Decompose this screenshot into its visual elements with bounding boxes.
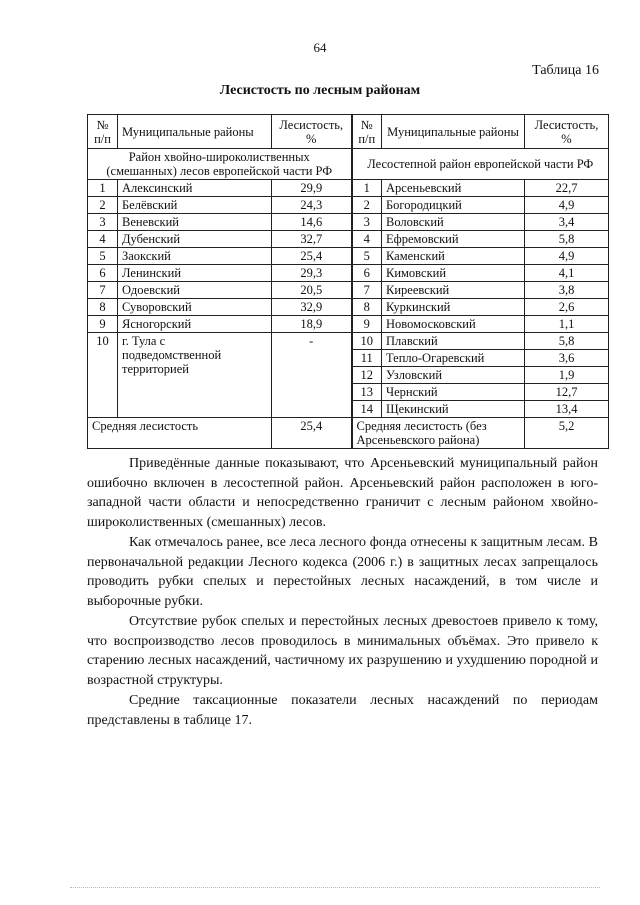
body-text — [87, 454, 598, 731]
district-name-right: Кимовский — [382, 265, 525, 282]
row-number-right: 12 — [352, 367, 382, 384]
district-name-right: Чернский — [382, 384, 525, 401]
header-num-right: № п/п — [352, 115, 382, 149]
row-number-right: 8 — [352, 299, 382, 316]
forest-cover-left: 32,7 — [272, 231, 352, 248]
district-name-left: Ясногорский — [118, 316, 272, 333]
row-number-left: 8 — [88, 299, 118, 316]
forest-cover-right: 5,8 — [525, 231, 609, 248]
forest-cover-left: 18,9 — [272, 316, 352, 333]
district-name-right: Новомосковский — [382, 316, 525, 333]
page-number: 64 — [313, 40, 327, 55]
forest-cover-left: 14,6 — [272, 214, 352, 231]
row-number-right: 3 — [352, 214, 382, 231]
forest-cover-left: 20,5 — [272, 282, 352, 299]
header-forest-left: Лесистость, % — [272, 115, 352, 149]
forest-cover-left: 29,3 — [272, 265, 352, 282]
district-name-right: Каменский — [382, 248, 525, 265]
forest-cover-right: 1,1 — [525, 316, 609, 333]
header-num-left: № п/п — [88, 115, 118, 149]
table-row — [88, 214, 609, 231]
forest-cover-right: 3,8 — [525, 282, 609, 299]
paragraph: Отсутствие рубок спелых и перестойных лесных древостоев привело к тому, что воспроизводство лесов проводилось в минимальных объёмах. Это привело к старению лесных насаждений, частичному их разрушению и ухудшению породной и возрастной структуры. — [87, 614, 598, 688]
forest-cover-right: 13,4 — [525, 401, 609, 418]
district-name-left: Ленинский — [118, 265, 272, 282]
forest-cover-left: 32,9 — [272, 299, 352, 316]
table-row — [88, 265, 609, 282]
forest-cover-right: 4,9 — [525, 248, 609, 265]
header-districts-right: Муниципальные районы — [382, 115, 525, 149]
table-row — [88, 333, 609, 350]
district-name-left: Дубенский — [118, 231, 272, 248]
district-name-right: Ефремовский — [382, 231, 525, 248]
table-row — [88, 299, 609, 316]
header-districts-left: Муниципальные районы — [118, 115, 272, 149]
forest-cover-right: 12,7 — [525, 384, 609, 401]
row-number-right: 5 — [352, 248, 382, 265]
forest-cover-right: 3,4 — [525, 214, 609, 231]
average-label-right: Средняя лесистость (без Арсеньевского района) — [352, 418, 525, 449]
forest-cover-right: 5,8 — [525, 333, 609, 350]
row-number-right: 4 — [352, 231, 382, 248]
forest-cover-right: 2,6 — [525, 299, 609, 316]
district-name-left: Суворовский — [118, 299, 272, 316]
forest-cover-right: 1,9 — [525, 367, 609, 384]
forest-cover-table — [87, 114, 609, 449]
row-number-right: 14 — [352, 401, 382, 418]
district-name-right: Арсеньевский — [382, 180, 525, 197]
region-forest-steppe: Лесостепной район европейской части РФ — [352, 149, 609, 180]
table-row — [88, 316, 609, 333]
row-number-right: 11 — [352, 350, 382, 367]
bottom-scan-dots — [70, 887, 600, 888]
row-number-right: 7 — [352, 282, 382, 299]
district-name-right: Куркинский — [382, 299, 525, 316]
district-name-right: Богородицкий — [382, 197, 525, 214]
district-name-left: Одоевский — [118, 282, 272, 299]
forest-cover-left: 24,3 — [272, 197, 352, 214]
district-name-left: Веневский — [118, 214, 272, 231]
district-name-left: Алексинский — [118, 180, 272, 197]
row-number-right: 10 — [352, 333, 382, 350]
district-name-right: Плавский — [382, 333, 525, 350]
row-number-left: 4 — [88, 231, 118, 248]
paragraph: Приведённые данные показывают, что Арсеньевский муниципальный район ошибочно включен в лесостепной район. Арсеньевский район расположен в юго-западной части области и непосредственно граничит с лесным районом хвойно-широколиственных (смешанных) лесов. — [87, 456, 598, 530]
table-row — [88, 197, 609, 214]
table-header-row — [88, 115, 609, 149]
row-number-left: 6 — [88, 265, 118, 282]
row-number-right: 1 — [352, 180, 382, 197]
district-name-left: Заокский — [118, 248, 272, 265]
forest-cover-left: 29,9 — [272, 180, 352, 197]
paragraph: Средние таксационные показатели лесных насаждений по периодам представлены в таблице 17. — [87, 693, 598, 728]
row-number-left: 1 — [88, 180, 118, 197]
row-number-right: 9 — [352, 316, 382, 333]
district-name-left: г. Тула с подведомственной территорией — [118, 333, 272, 418]
region-row — [88, 149, 609, 180]
row-number-left: 9 — [88, 316, 118, 333]
row-number-right: 6 — [352, 265, 382, 282]
forest-cover-right: 4,9 — [525, 197, 609, 214]
row-number-left: 10 — [88, 333, 118, 418]
row-number-left: 7 — [88, 282, 118, 299]
header-forest-right: Лесистость, % — [525, 115, 609, 149]
table-label: Таблица 16 — [532, 63, 599, 78]
table-row — [88, 231, 609, 248]
region-mixed-forests: Район хвойно-широколиственных (смешанных) лесов европейской части РФ — [88, 149, 352, 180]
row-number-left: 5 — [88, 248, 118, 265]
average-value-left: 25,4 — [272, 418, 352, 449]
district-name-left: Белёвский — [118, 197, 272, 214]
forest-cover-left: 25,4 — [272, 248, 352, 265]
row-number-right: 2 — [352, 197, 382, 214]
row-number-left: 3 — [88, 214, 118, 231]
paragraph: Как отмечалось ранее, все леса лесного фонда отнесены к защитным лесам. В первоначальной редакции Лесного кодекса (2006 г.) в защитных лесах запрещалось проводить рубки спелых и перестойных лесных насаждений, в том числе и выборочные рубки. — [87, 535, 598, 609]
row-number-left: 2 — [88, 197, 118, 214]
average-row — [88, 418, 609, 449]
district-name-right: Щекинский — [382, 401, 525, 418]
forest-cover-right: 3,6 — [525, 350, 609, 367]
average-label-left: Средняя лесистость — [88, 418, 272, 449]
table-row — [88, 248, 609, 265]
table-row — [88, 180, 609, 197]
forest-cover-right: 22,7 — [525, 180, 609, 197]
row-number-right: 13 — [352, 384, 382, 401]
table-title: Лесистость по лесным районам — [219, 83, 421, 98]
forest-cover-left: - — [272, 333, 352, 418]
table-row — [88, 282, 609, 299]
average-value-right: 5,2 — [525, 418, 609, 449]
district-name-right: Тепло-Огаревский — [382, 350, 525, 367]
district-name-right: Киреевский — [382, 282, 525, 299]
forest-cover-right: 4,1 — [525, 265, 609, 282]
district-name-right: Узловский — [382, 367, 525, 384]
district-name-right: Воловский — [382, 214, 525, 231]
